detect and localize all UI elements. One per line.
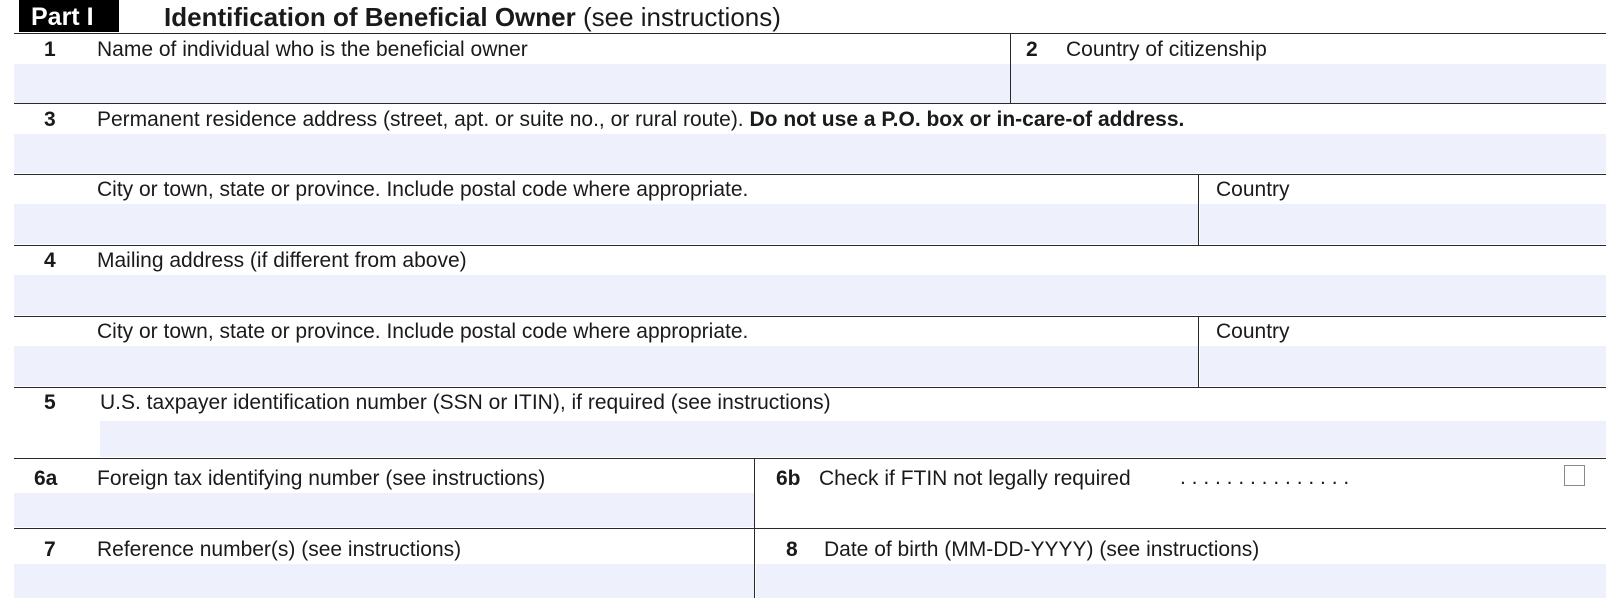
header-rule — [14, 33, 1606, 34]
line-6b-label: Check if FTIN not legally required — [819, 467, 1131, 490]
row-rule-1 — [14, 103, 1606, 104]
line-3-country-label: Country — [1216, 178, 1290, 201]
line-6b-leader-dots: . . . . . . . . . . . . . . . — [1180, 466, 1350, 489]
line-8-label: Date of birth (MM-DD-YYYY) (see instructions) — [824, 538, 1260, 561]
line-2-number: 2 — [1026, 38, 1038, 61]
beneficial-owner-name-field[interactable] — [14, 64, 1014, 103]
mailing-country-field[interactable] — [1200, 346, 1606, 386]
ftin-not-required-checkbox[interactable] — [1564, 465, 1585, 486]
line-6a-label: Foreign tax identifying number (see instructions) — [97, 467, 546, 490]
row-rule-2 — [14, 174, 1606, 175]
divider-1-2 — [1010, 34, 1011, 103]
line-2-label: Country of citizenship — [1066, 38, 1267, 61]
part-title-rest: (see instructions) — [575, 2, 781, 32]
divider-4-country — [1198, 317, 1199, 387]
line-3-number: 3 — [44, 108, 56, 131]
country-of-citizenship-field[interactable] — [1012, 64, 1606, 103]
line-4-city-label: City or town, state or province. Include postal code where appropriate. — [97, 320, 749, 343]
line-5-number: 5 — [44, 391, 56, 414]
part-title-bold: Identification of Beneficial Owner — [164, 2, 576, 32]
line-3-label-bold: Do not use a P.O. box or in-care-of address. — [749, 108, 1185, 131]
permanent-city-field[interactable] — [14, 204, 1198, 244]
line-1-label: Name of individual who is the beneficial owner — [97, 38, 528, 61]
line-7-number: 7 — [44, 538, 56, 561]
us-tin-field[interactable] — [100, 421, 1606, 457]
line-4-country-label: Country — [1216, 320, 1290, 343]
line-1-number: 1 — [44, 38, 56, 61]
row-rule-3 — [14, 245, 1606, 246]
row-rule-6 — [14, 458, 1606, 459]
permanent-address-field[interactable] — [14, 134, 1606, 173]
line-5-label: U.S. taxpayer identification number (SSN or ITIN), if required (see instructions) — [100, 391, 831, 414]
reference-number-field[interactable] — [14, 564, 754, 598]
line-7-label: Reference number(s) (see instructions) — [97, 538, 462, 561]
line-6a-number: 6a — [34, 467, 58, 490]
line-3-label-text: Permanent residence address (street, apt. or suite no., or rural route). — [97, 108, 744, 131]
line-4-label: Mailing address (if different from above) — [97, 249, 467, 272]
line-3-city-label: City or town, state or province. Include postal code where appropriate. — [97, 178, 749, 201]
row-rule-5 — [14, 387, 1606, 388]
part-badge: Part I — [19, 0, 119, 32]
part-title — [164, 2, 781, 33]
line-3-label — [97, 108, 1184, 132]
row-rule-4 — [14, 316, 1606, 317]
mailing-city-field[interactable] — [14, 346, 1198, 386]
divider-3-country — [1198, 175, 1199, 245]
line-6b-number: 6b — [776, 467, 801, 490]
foreign-tin-field[interactable] — [14, 493, 754, 527]
row-rule-7 — [14, 528, 1606, 529]
permanent-country-field[interactable] — [1200, 204, 1606, 244]
line-4-number: 4 — [44, 249, 56, 272]
line-8-number: 8 — [786, 538, 798, 561]
mailing-address-field[interactable] — [14, 275, 1606, 315]
date-of-birth-field[interactable] — [756, 564, 1606, 598]
